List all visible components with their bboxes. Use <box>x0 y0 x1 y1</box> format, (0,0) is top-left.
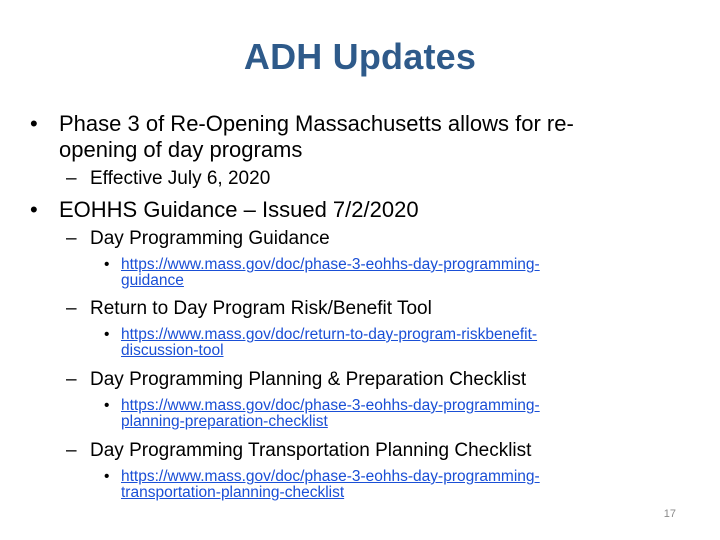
slide-title: ADH Updates <box>243 36 477 77</box>
bullet-marker: • <box>30 197 38 222</box>
bullet-text-line: Phase 3 of Re-Opening Massachusetts allows for re- <box>59 111 574 136</box>
link-line[interactable]: https://www.mass.gov/doc/phase-3-eohhs-day-programming- <box>121 468 540 485</box>
link-line[interactable]: planning-preparation-checklist <box>121 413 328 430</box>
sub-item-text: Day Programming Guidance <box>90 228 330 249</box>
link-line[interactable]: https://www.mass.gov/doc/return-to-day-program-riskbenefit- <box>121 326 538 343</box>
bullet-text <box>59 111 574 163</box>
link-line[interactable]: guidance <box>121 272 184 289</box>
dash-marker: – <box>66 228 77 249</box>
link-line[interactable]: transportation-planning-checklist <box>121 484 345 501</box>
link-transportation-planning-checklist[interactable] <box>121 469 540 501</box>
link-day-programming-guidance[interactable] <box>121 257 540 289</box>
link-bullet-marker: • <box>104 397 110 414</box>
dash-marker: – <box>66 369 77 390</box>
link-bullet-marker: • <box>104 326 110 343</box>
page-number: 17 <box>663 508 676 520</box>
link-line[interactable]: https://www.mass.gov/doc/phase-3-eohhs-day-programming- <box>121 397 540 414</box>
link-line[interactable]: https://www.mass.gov/doc/phase-3-eohhs-day-programming- <box>121 256 540 273</box>
sub-item-text: Effective July 6, 2020 <box>90 168 271 189</box>
link-line[interactable]: discussion-tool <box>121 342 224 359</box>
sub-item-text: Day Programming Transportation Planning Checklist <box>90 440 532 461</box>
dash-marker: – <box>66 168 77 189</box>
link-bullet-marker: • <box>104 468 110 485</box>
link-bullet-marker: • <box>104 256 110 273</box>
bullet-text-line: opening of day programs <box>59 137 303 162</box>
dash-marker: – <box>66 440 77 461</box>
sub-item-text: Return to Day Program Risk/Benefit Tool <box>90 298 432 319</box>
link-risk-benefit-tool[interactable] <box>121 327 537 359</box>
link-planning-preparation-checklist[interactable] <box>121 398 540 430</box>
sub-item-text: Day Programming Planning & Preparation Checklist <box>90 369 527 390</box>
bullet-marker: • <box>30 111 38 136</box>
dash-marker: – <box>66 298 77 319</box>
bullet-text: EOHHS Guidance – Issued 7/2/2020 <box>59 197 419 222</box>
